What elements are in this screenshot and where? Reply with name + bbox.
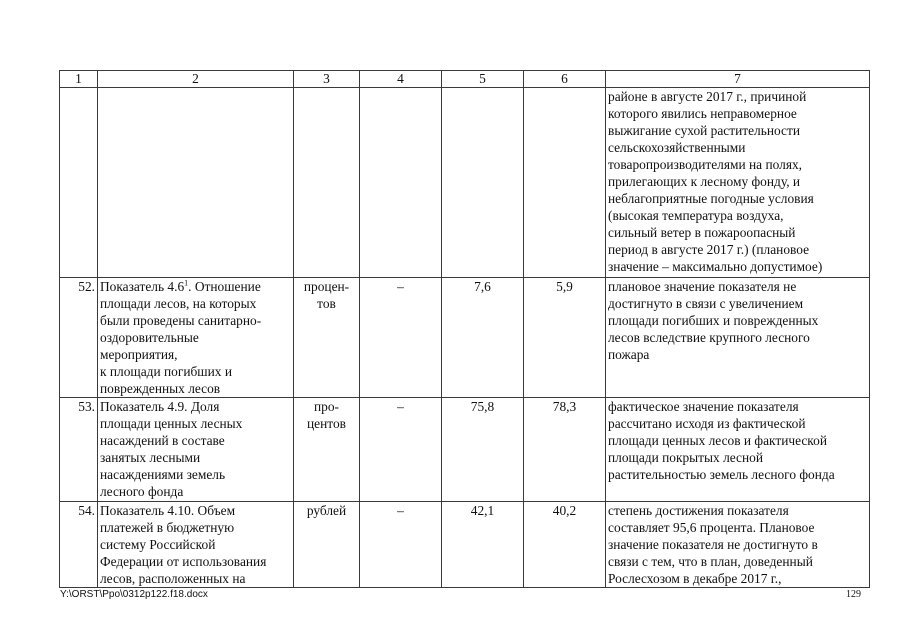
comment-line: Рослесхозом в декабре 2017 г., (608, 571, 782, 586)
indicator-name-suffix: . Отношение (188, 279, 261, 294)
comment-line: степень достижения показателя (608, 503, 789, 518)
actual-value-cell: 78,3 (524, 398, 606, 502)
comment-line: неблагоприятные погодные условия (608, 191, 814, 206)
comment-cell (606, 398, 870, 502)
actual-value-cell (524, 88, 606, 278)
unit-line: про- (313, 399, 340, 414)
header-col-2: 2 (98, 71, 294, 88)
unit-line: процен- (303, 279, 350, 294)
indicator-name-line: площади ценных лесных (100, 416, 243, 431)
comment-line: рассчитано исходя из фактической (608, 416, 806, 431)
comment-line: районе в августе 2017 г., причиной (608, 89, 807, 104)
indicator-name-cell (98, 502, 294, 588)
comment-line: товаропроизводителями на полях, (608, 157, 803, 172)
indicator-name-cell (98, 88, 294, 278)
comment-line: площади покрытых лесной (608, 450, 764, 465)
comment-line: составляет 95,6 процента. Плановое (608, 520, 815, 535)
comment-line: лесов вследствие крупного лесного (608, 330, 810, 345)
indicator-name-line: насаждениями земель (100, 467, 226, 482)
footer-file-path: Y:\ORST\Ppo\0312p122.f18.docx (60, 589, 208, 600)
header-col-1: 1 (60, 71, 98, 88)
comment-line: сельскохозяйственными (608, 140, 746, 155)
table-row-52 (60, 278, 870, 398)
indicator-name-line (100, 278, 291, 295)
comment-line: площади погибших и поврежденных (608, 313, 819, 328)
comment-line: прилегающих к лесному фонду, и (608, 174, 801, 189)
indicator-name-line: платежей в бюджетную (100, 520, 235, 535)
comment-cell (606, 278, 870, 398)
value-col4-cell: – (360, 398, 442, 502)
comment-line: значение показателя не достигнуто в (608, 537, 818, 552)
header-col-5: 5 (442, 71, 524, 88)
value-col4-cell: – (360, 502, 442, 588)
indicator-name-line: систему Российской (100, 537, 216, 552)
comment-line: растительностью земель лесного фонда (608, 467, 835, 482)
indicator-name-cell (98, 278, 294, 398)
indicator-name-line: Федерации от использования (100, 554, 267, 569)
unit-cell (294, 88, 360, 278)
unit-cell (294, 278, 360, 398)
planned-value-cell: 7,6 (442, 278, 524, 398)
row-number-cell (60, 88, 98, 278)
planned-value-cell: 42,1 (442, 502, 524, 588)
comment-line: которого явились неправомерное (608, 106, 797, 121)
comment-line: сильный ветер в пожароопасный (608, 225, 796, 240)
indicator-name-line: лесного фонда (100, 484, 184, 499)
comment-line: значение – максимально допустимое) (608, 259, 823, 274)
value-col4-cell: – (360, 278, 442, 398)
comment-line: площади ценных лесов и фактической (608, 433, 827, 448)
row-number-cell: 53. (60, 398, 98, 502)
indicator-name-line: насаждений в составе (100, 433, 225, 448)
planned-value-cell (442, 88, 524, 278)
indicator-superscript: 1 (184, 278, 189, 288)
indicator-name-line: площади лесов, на которых (100, 296, 257, 311)
table-row-continuation (60, 88, 870, 278)
comment-line: (высокая температура воздуха, (608, 208, 784, 223)
indicator-name-line: были проведены санитарно- (100, 313, 262, 328)
indicator-name-line: занятых лесными (100, 450, 201, 465)
header-col-4: 4 (360, 71, 442, 88)
indicator-name-line: оздоровительные (100, 330, 199, 345)
comment-line: пожара (608, 347, 650, 362)
table-row-54 (60, 502, 870, 588)
comment-cell (606, 88, 870, 278)
comment-line: плановое значение показателя не (608, 279, 797, 294)
indicator-name-line: поврежденных лесов (100, 381, 221, 396)
comment-line: выжигание сухой растительности (608, 123, 800, 138)
indicator-name-line: мероприятия, (100, 347, 178, 362)
actual-value-cell: 5,9 (524, 278, 606, 398)
comment-line: период в августе 2017 г.) (плановое (608, 242, 810, 257)
comment-cell (606, 502, 870, 588)
unit-line: центов (307, 416, 346, 431)
comment-line: фактическое значение показателя (608, 399, 799, 414)
page-number: 129 (846, 589, 861, 600)
indicator-name-cell (98, 398, 294, 502)
unit-cell (294, 398, 360, 502)
unit-line: рублей (306, 503, 347, 518)
indicator-name-line: лесов, расположенных на (100, 571, 246, 586)
column-number-header-row (60, 71, 870, 88)
indicator-name-prefix: Показатель 4.6 (100, 279, 185, 294)
row-number-cell: 54. (60, 502, 98, 588)
indicator-name-line: к площади погибших и (100, 364, 232, 379)
table-row-53 (60, 398, 870, 502)
actual-value-cell: 40,2 (524, 502, 606, 588)
row-number-cell: 52. (60, 278, 98, 398)
comment-line: связи с тем, что в план, доведенный (608, 554, 813, 569)
indicator-name-line: Показатель 4.10. Объем (100, 503, 236, 518)
header-col-6: 6 (524, 71, 606, 88)
header-col-7: 7 (606, 71, 870, 88)
header-col-3: 3 (294, 71, 360, 88)
indicator-name-line: Показатель 4.9. Доля (100, 399, 220, 414)
value-col4-cell (360, 88, 442, 278)
report-table (59, 70, 870, 588)
planned-value-cell: 75,8 (442, 398, 524, 502)
unit-line: тов (317, 296, 336, 311)
unit-cell (294, 502, 360, 588)
comment-line: достигнуто в связи с увеличением (608, 296, 804, 311)
